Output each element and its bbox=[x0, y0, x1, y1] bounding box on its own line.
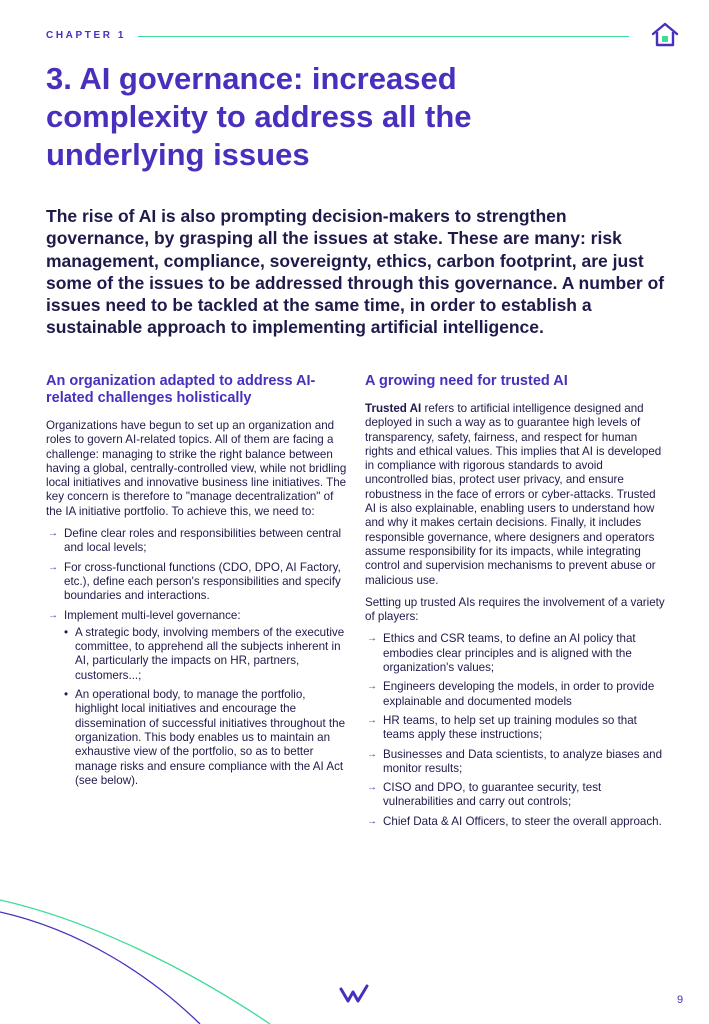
list-item: → Engineers developing the models, in order to provide explainable and documented models bbox=[367, 680, 655, 708]
right-column bbox=[365, 373, 665, 834]
arrow-icon: → bbox=[367, 714, 377, 726]
chapter-label: CHAPTER 1 bbox=[46, 30, 127, 41]
home-icon[interactable] bbox=[650, 21, 680, 47]
sub-list-item: • An operational body, to manage the portfolio, highlight local initiatives and encourage the dissemination of successful initiatives throughout the organization. This body enables us to maintain an exhaustive view of the portfolio, so as to better manage risks and ensure compliance with the AI Act (see below). bbox=[64, 688, 346, 787]
sub-bullet-list bbox=[64, 626, 348, 788]
right-paragraph-1: Trusted AI refers to artificial intelligence designed and deployed in such a way as to guarantee high levels of transparency, safety, fairness, and respect for human rights and ethical values. This implies that AI is developed in compliance with rigorous standards to avoid uncontrolled bias, protect user privacy, and ensure robustness in the face of errors or cyber-attacks. Trusted AI is also explainable, enabling users to understand how and why it makes certain decisions. Finally, it includes responsible governance, where designers and operators assume responsibility for its impacts, while integrating control and supervision mechanisms to prevent abuse or malicious use. bbox=[365, 402, 662, 587]
brand-logo-icon bbox=[339, 984, 369, 1004]
arrow-icon: → bbox=[367, 748, 377, 760]
left-heading: An organization adapted to address AI-related challenges holistically bbox=[46, 373, 316, 406]
decorative-curves bbox=[0, 880, 300, 1024]
list-item: → Implement multi-level governance: • A strategic body, involving members of the executive committee, to apprehend all the subjects inherent in AI, particularly the impacts on HR, partners, customers...; • An operational body, to manage the portfolio, highlight local initiatives and encourage the dissemination of successful initiatives throughout the organization. This body enables us to maintain an exhaustive view of the portfolio, so as to better manage risks and ensure compliance with the AI Act (see below). bbox=[46, 609, 348, 789]
header-divider bbox=[138, 36, 629, 37]
bullet-dot-icon: • bbox=[64, 688, 69, 702]
list-item: → Businesses and Data scientists, to analyze biases and monitor results; bbox=[367, 747, 663, 775]
arrow-icon: → bbox=[367, 633, 377, 645]
list-item: → HR teams, to help set up training modules so that teams apply these instructions; bbox=[367, 713, 637, 742]
list-item: → Chief Data & AI Officers, to steer the overall approach. bbox=[367, 814, 662, 828]
page-header bbox=[46, 27, 687, 47]
page-title: 3. AI governance: increased complexity to address all the underlying issues bbox=[46, 61, 472, 172]
sub-list-item: • A strategic body, involving members of the executive committee, to apprehend all the subjects inherent in AI, particularly the impacts on HR, partners, customers...; bbox=[64, 625, 345, 682]
arrow-icon: → bbox=[48, 528, 58, 540]
trusted-ai-term: Trusted AI bbox=[365, 402, 422, 415]
list-item: → Ethics and CSR teams, to define an AI policy that embodies clear principles and is aligned with the organization's values; bbox=[367, 632, 636, 675]
left-column bbox=[46, 373, 348, 793]
list-item: → For cross-functional functions (CDO, DPO, AI Factory, etc.), define each person's responsibilities and specify boundaries and interactions. bbox=[48, 560, 341, 603]
page-number: 9 bbox=[677, 994, 684, 1006]
arrow-icon: → bbox=[367, 782, 377, 794]
list-item: → CISO and DPO, to guarantee security, test vulnerabilities and carry out controls; bbox=[367, 781, 602, 809]
arrow-icon: → bbox=[367, 815, 377, 827]
arrow-icon: → bbox=[367, 681, 377, 693]
intro-paragraph: The rise of AI is also prompting decision-makers to strengthen governance, by grasping all the issues at stake. These are many: risk management, compliance, sovereignty, ethics, carbon footprint, are just some of the issues to be addressed through this governance. A number of issues need to be tackled at the same time, in order to establish a sustainable approach to implementing artificial intelligence. bbox=[46, 206, 665, 338]
left-paragraph: Organizations have begun to set up an organization and roles to govern AI-related topics. All of them are facing a challenge: managing to strike the right balance between having a global, centrally-controlled view, while not bridling local initiatives and innovative business line initiatives. The key concern is therefore to "manage decentralization" of the IA initiative portfolio. To achieve this, we need to: bbox=[46, 419, 347, 518]
list-item: → Define clear roles and responsibilities between central and local levels; bbox=[48, 527, 342, 555]
right-paragraph-2: Setting up trusted AIs requires the involvement of a variety of players: bbox=[365, 595, 665, 624]
bullet-dot-icon: • bbox=[64, 625, 69, 639]
right-heading: A growing need for trusted AI bbox=[365, 373, 568, 389]
arrow-icon: → bbox=[48, 561, 58, 573]
left-bullet-list bbox=[46, 527, 348, 788]
right-bullet-list bbox=[365, 632, 665, 829]
arrow-icon: → bbox=[48, 609, 58, 621]
